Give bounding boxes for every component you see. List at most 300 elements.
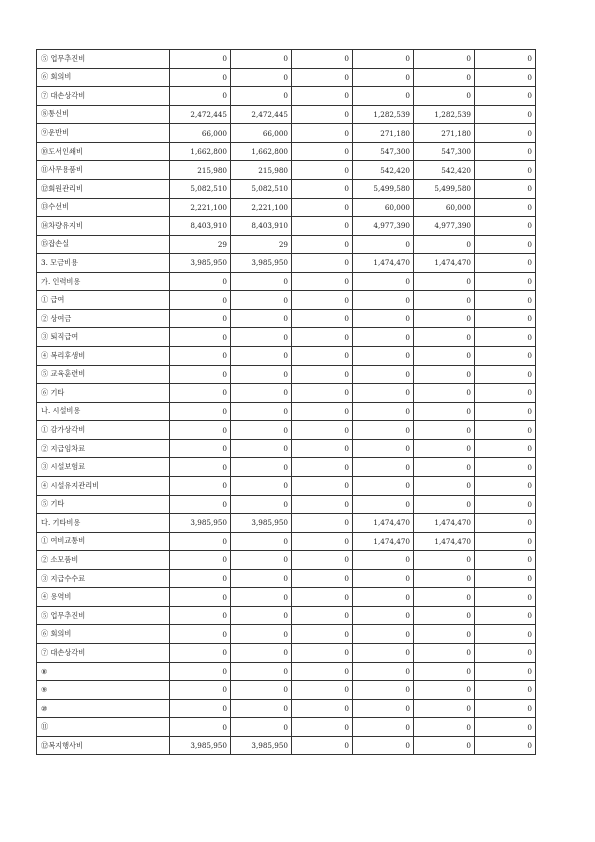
amount-cell: 0 — [292, 421, 353, 440]
amount-cell: 0 — [475, 272, 536, 291]
amount-cell: 0 — [231, 681, 292, 700]
table-row — [37, 365, 536, 384]
row-label: ① 급여 — [37, 291, 170, 310]
amount-cell: 0 — [292, 124, 353, 143]
amount-cell: 0 — [170, 681, 231, 700]
row-label: ⑧ — [37, 662, 170, 681]
amount-cell: 0 — [292, 699, 353, 718]
row-label: ⑦ 대손상각비 — [37, 87, 170, 106]
amount-cell: 1,282,539 — [414, 105, 475, 124]
amount-cell: 0 — [231, 421, 292, 440]
amount-cell: 0 — [292, 328, 353, 347]
amount-cell: 0 — [170, 50, 231, 69]
table-row — [37, 235, 536, 254]
amount-cell: 0 — [475, 644, 536, 663]
amount-cell: 0 — [231, 439, 292, 458]
amount-cell: 0 — [292, 644, 353, 663]
row-label: 가. 인력비용 — [37, 272, 170, 291]
amount-cell: 1,662,800 — [231, 142, 292, 161]
amount-cell: 0 — [292, 309, 353, 328]
amount-cell: 0 — [292, 87, 353, 106]
table-row — [37, 495, 536, 514]
amount-cell: 542,420 — [414, 161, 475, 180]
amount-cell: 271,180 — [353, 124, 414, 143]
row-label: ④ 용역비 — [37, 588, 170, 607]
amount-cell: 0 — [475, 142, 536, 161]
amount-cell: 0 — [353, 644, 414, 663]
amount-cell: 0 — [231, 644, 292, 663]
amount-cell: 0 — [170, 718, 231, 737]
amount-cell: 0 — [475, 328, 536, 347]
amount-cell: 0 — [414, 495, 475, 514]
amount-cell: 0 — [414, 272, 475, 291]
amount-cell: 0 — [353, 384, 414, 403]
amount-cell: 0 — [292, 495, 353, 514]
amount-cell: 0 — [231, 606, 292, 625]
amount-cell: 0 — [475, 179, 536, 198]
amount-cell: 3,985,950 — [231, 736, 292, 755]
amount-cell: 0 — [231, 495, 292, 514]
amount-cell: 0 — [475, 217, 536, 236]
amount-cell: 60,000 — [414, 198, 475, 217]
row-label: ⑪사무용품비 — [37, 161, 170, 180]
amount-cell: 0 — [170, 476, 231, 495]
amount-cell: 2,472,445 — [170, 105, 231, 124]
amount-cell: 0 — [292, 681, 353, 700]
amount-cell: 0 — [292, 68, 353, 87]
row-label: ⑫복지행사비 — [37, 736, 170, 755]
amount-cell: 0 — [475, 347, 536, 366]
amount-cell: 0 — [231, 476, 292, 495]
amount-cell: 0 — [414, 68, 475, 87]
table-row — [37, 124, 536, 143]
amount-cell: 0 — [292, 718, 353, 737]
amount-cell: 0 — [475, 569, 536, 588]
amount-cell: 271,180 — [414, 124, 475, 143]
row-label: ④ 복리후생비 — [37, 347, 170, 366]
amount-cell: 0 — [475, 309, 536, 328]
amount-cell: 0 — [353, 235, 414, 254]
row-label: ⑮잡손실 — [37, 235, 170, 254]
amount-cell: 0 — [475, 198, 536, 217]
amount-cell: 0 — [292, 569, 353, 588]
amount-cell: 0 — [170, 68, 231, 87]
table-row — [37, 662, 536, 681]
amount-cell: 0 — [475, 421, 536, 440]
table-row — [37, 588, 536, 607]
expense-ledger-table — [36, 49, 536, 755]
amount-cell: 0 — [353, 50, 414, 69]
amount-cell: 0 — [292, 161, 353, 180]
amount-cell: 2,221,100 — [231, 198, 292, 217]
amount-cell: 0 — [170, 439, 231, 458]
amount-cell: 0 — [231, 50, 292, 69]
amount-cell: 4,977,390 — [353, 217, 414, 236]
amount-cell: 0 — [475, 718, 536, 737]
table-row — [37, 606, 536, 625]
amount-cell: 0 — [231, 87, 292, 106]
amount-cell: 0 — [414, 699, 475, 718]
table-row — [37, 179, 536, 198]
amount-cell: 5,499,580 — [414, 179, 475, 198]
amount-cell: 0 — [292, 198, 353, 217]
amount-cell: 0 — [170, 588, 231, 607]
amount-cell: 0 — [231, 625, 292, 644]
table-row — [37, 161, 536, 180]
amount-cell: 0 — [170, 699, 231, 718]
table-row — [37, 532, 536, 551]
row-label: ⑩ — [37, 699, 170, 718]
amount-cell: 2,221,100 — [170, 198, 231, 217]
row-label: ⑤ 기타 — [37, 495, 170, 514]
amount-cell: 0 — [170, 347, 231, 366]
amount-cell: 0 — [414, 736, 475, 755]
row-label: ② 지급임차료 — [37, 439, 170, 458]
amount-cell: 0 — [414, 681, 475, 700]
amount-cell: 0 — [292, 347, 353, 366]
amount-cell: 0 — [170, 551, 231, 570]
amount-cell: 0 — [475, 50, 536, 69]
row-label: ② 상여금 — [37, 309, 170, 328]
amount-cell: 0 — [292, 606, 353, 625]
amount-cell: 1,474,470 — [414, 254, 475, 273]
amount-cell: 0 — [292, 50, 353, 69]
amount-cell: 0 — [170, 662, 231, 681]
amount-cell: 0 — [414, 625, 475, 644]
amount-cell: 1,662,800 — [170, 142, 231, 161]
amount-cell: 0 — [170, 402, 231, 421]
amount-cell: 0 — [231, 309, 292, 328]
amount-cell: 0 — [231, 384, 292, 403]
table-row — [37, 439, 536, 458]
row-label: ⑭차량유지비 — [37, 217, 170, 236]
row-label: ③ 지급수수료 — [37, 569, 170, 588]
amount-cell: 3,985,950 — [231, 254, 292, 273]
amount-cell: 66,000 — [170, 124, 231, 143]
amount-cell: 3,985,950 — [170, 514, 231, 533]
amount-cell: 0 — [414, 662, 475, 681]
amount-cell: 0 — [475, 736, 536, 755]
amount-cell: 0 — [353, 439, 414, 458]
amount-cell: 547,300 — [353, 142, 414, 161]
amount-cell: 29 — [170, 235, 231, 254]
amount-cell: 0 — [414, 588, 475, 607]
row-label: 나. 시설비용 — [37, 402, 170, 421]
amount-cell: 60,000 — [353, 198, 414, 217]
table-row — [37, 309, 536, 328]
amount-cell: 0 — [292, 272, 353, 291]
amount-cell: 0 — [292, 736, 353, 755]
table-row — [37, 736, 536, 755]
amount-cell: 0 — [353, 87, 414, 106]
amount-cell: 215,980 — [170, 161, 231, 180]
table-row — [37, 347, 536, 366]
table-row — [37, 551, 536, 570]
amount-cell: 0 — [292, 105, 353, 124]
amount-cell: 0 — [475, 105, 536, 124]
amount-cell: 0 — [353, 291, 414, 310]
amount-cell: 0 — [170, 384, 231, 403]
amount-cell: 0 — [353, 272, 414, 291]
amount-cell: 0 — [475, 681, 536, 700]
amount-cell: 5,082,510 — [170, 179, 231, 198]
amount-cell: 0 — [353, 625, 414, 644]
amount-cell: 0 — [231, 588, 292, 607]
row-label: ⑦ 대손상각비 — [37, 644, 170, 663]
amount-cell: 0 — [414, 87, 475, 106]
amount-cell: 0 — [292, 551, 353, 570]
table-row — [37, 328, 536, 347]
amount-cell: 0 — [231, 365, 292, 384]
table-row — [37, 105, 536, 124]
amount-cell: 0 — [475, 365, 536, 384]
amount-cell: 0 — [170, 87, 231, 106]
row-label: ⑥ 회의비 — [37, 625, 170, 644]
amount-cell: 0 — [353, 309, 414, 328]
amount-cell: 0 — [170, 606, 231, 625]
amount-cell: 0 — [353, 699, 414, 718]
table-row — [37, 625, 536, 644]
amount-cell: 0 — [170, 272, 231, 291]
amount-cell: 0 — [475, 384, 536, 403]
amount-cell: 215,980 — [231, 161, 292, 180]
table-row — [37, 254, 536, 273]
amount-cell: 547,300 — [414, 142, 475, 161]
amount-cell: 0 — [292, 365, 353, 384]
amount-cell: 0 — [292, 514, 353, 533]
table-row — [37, 198, 536, 217]
row-label: ⑨운반비 — [37, 124, 170, 143]
amount-cell: 0 — [353, 569, 414, 588]
amount-cell: 0 — [414, 644, 475, 663]
amount-cell: 0 — [414, 384, 475, 403]
amount-cell: 0 — [170, 625, 231, 644]
amount-cell: 0 — [475, 68, 536, 87]
amount-cell: 0 — [170, 328, 231, 347]
amount-cell: 1,474,470 — [353, 532, 414, 551]
amount-cell: 0 — [292, 217, 353, 236]
table-row — [37, 217, 536, 236]
amount-cell: 0 — [231, 458, 292, 477]
table-row — [37, 718, 536, 737]
amount-cell: 0 — [292, 235, 353, 254]
table-row — [37, 87, 536, 106]
amount-cell: 0 — [170, 495, 231, 514]
row-label: ⑥ 기타 — [37, 384, 170, 403]
amount-cell: 1,474,470 — [353, 514, 414, 533]
amount-cell: 0 — [475, 606, 536, 625]
ledger-body — [37, 50, 536, 755]
amount-cell: 0 — [353, 718, 414, 737]
amount-cell: 1,474,470 — [414, 532, 475, 551]
amount-cell: 0 — [475, 439, 536, 458]
row-label: ⑤ 업무추진비 — [37, 606, 170, 625]
amount-cell: 66,000 — [231, 124, 292, 143]
amount-cell: 0 — [475, 161, 536, 180]
amount-cell: 0 — [414, 718, 475, 737]
amount-cell: 0 — [170, 644, 231, 663]
amount-cell: 542,420 — [353, 161, 414, 180]
amount-cell: 0 — [231, 291, 292, 310]
table-row — [37, 476, 536, 495]
amount-cell: 0 — [353, 662, 414, 681]
table-row — [37, 68, 536, 87]
amount-cell: 0 — [414, 291, 475, 310]
row-label: ④ 시설유지관리비 — [37, 476, 170, 495]
amount-cell: 5,082,510 — [231, 179, 292, 198]
amount-cell: 0 — [231, 569, 292, 588]
amount-cell: 3,985,950 — [170, 736, 231, 755]
amount-cell: 0 — [414, 551, 475, 570]
amount-cell: 0 — [414, 309, 475, 328]
table-row — [37, 699, 536, 718]
row-label: ⑧통신비 — [37, 105, 170, 124]
amount-cell: 0 — [292, 476, 353, 495]
row-label: ① 여비교통비 — [37, 532, 170, 551]
table-row — [37, 384, 536, 403]
amount-cell: 0 — [475, 495, 536, 514]
row-label: ⑩도서인쇄비 — [37, 142, 170, 161]
amount-cell: 1,474,470 — [414, 514, 475, 533]
amount-cell: 0 — [353, 68, 414, 87]
amount-cell: 0 — [231, 532, 292, 551]
amount-cell: 0 — [475, 551, 536, 570]
row-label: 3. 모금비용 — [37, 254, 170, 273]
amount-cell: 0 — [292, 588, 353, 607]
amount-cell: 0 — [475, 291, 536, 310]
amount-cell: 0 — [414, 458, 475, 477]
amount-cell: 0 — [414, 421, 475, 440]
table-row — [37, 291, 536, 310]
row-label: 다. 기타비용 — [37, 514, 170, 533]
amount-cell: 0 — [475, 476, 536, 495]
amount-cell: 0 — [353, 402, 414, 421]
amount-cell: 0 — [292, 142, 353, 161]
amount-cell: 0 — [292, 439, 353, 458]
table-row — [37, 514, 536, 533]
amount-cell: 0 — [231, 551, 292, 570]
amount-cell: 0 — [414, 365, 475, 384]
amount-cell: 5,499,580 — [353, 179, 414, 198]
amount-cell: 29 — [231, 235, 292, 254]
amount-cell: 0 — [475, 402, 536, 421]
amount-cell: 0 — [414, 235, 475, 254]
amount-cell: 0 — [414, 347, 475, 366]
amount-cell: 0 — [475, 254, 536, 273]
amount-cell: 0 — [170, 569, 231, 588]
amount-cell: 0 — [231, 662, 292, 681]
amount-cell: 0 — [475, 514, 536, 533]
amount-cell: 0 — [353, 328, 414, 347]
amount-cell: 0 — [353, 458, 414, 477]
amount-cell: 0 — [475, 588, 536, 607]
amount-cell: 0 — [475, 87, 536, 106]
amount-cell: 0 — [231, 347, 292, 366]
amount-cell: 0 — [292, 254, 353, 273]
amount-cell: 1,282,539 — [353, 105, 414, 124]
amount-cell: 0 — [170, 309, 231, 328]
amount-cell: 0 — [414, 476, 475, 495]
table-row — [37, 569, 536, 588]
amount-cell: 0 — [170, 365, 231, 384]
row-label: ⑤ 교육훈련비 — [37, 365, 170, 384]
amount-cell: 0 — [231, 272, 292, 291]
row-label: ① 감가상각비 — [37, 421, 170, 440]
amount-cell: 0 — [475, 458, 536, 477]
row-label: ⑥ 회의비 — [37, 68, 170, 87]
amount-cell: 0 — [475, 625, 536, 644]
amount-cell: 0 — [414, 402, 475, 421]
row-label: ② 소모품비 — [37, 551, 170, 570]
amount-cell: 0 — [353, 736, 414, 755]
amount-cell: 0 — [353, 606, 414, 625]
row-label: ③ 퇴직급여 — [37, 328, 170, 347]
amount-cell: 0 — [353, 365, 414, 384]
table-row — [37, 272, 536, 291]
table-row — [37, 402, 536, 421]
amount-cell: 0 — [170, 458, 231, 477]
amount-cell: 0 — [292, 291, 353, 310]
amount-cell: 0 — [414, 439, 475, 458]
row-label: ⑨ — [37, 681, 170, 700]
amount-cell: 0 — [292, 179, 353, 198]
amount-cell: 3,985,950 — [170, 254, 231, 273]
amount-cell: 1,474,470 — [353, 254, 414, 273]
row-label: ③ 시설보험료 — [37, 458, 170, 477]
amount-cell: 8,403,910 — [170, 217, 231, 236]
row-label: ⑪ — [37, 718, 170, 737]
amount-cell: 0 — [414, 328, 475, 347]
amount-cell: 0 — [414, 606, 475, 625]
amount-cell: 0 — [231, 402, 292, 421]
row-label: ⑬수선비 — [37, 198, 170, 217]
amount-cell: 0 — [170, 421, 231, 440]
amount-cell: 0 — [475, 235, 536, 254]
amount-cell: 0 — [231, 699, 292, 718]
table-row — [37, 681, 536, 700]
amount-cell: 0 — [292, 384, 353, 403]
row-label: ⑫회원관리비 — [37, 179, 170, 198]
amount-cell: 0 — [353, 347, 414, 366]
table-row — [37, 644, 536, 663]
amount-cell: 0 — [475, 662, 536, 681]
amount-cell: 0 — [475, 699, 536, 718]
table-row — [37, 142, 536, 161]
amount-cell: 0 — [292, 625, 353, 644]
amount-cell: 0 — [292, 402, 353, 421]
row-label: ⑤ 업무추진비 — [37, 50, 170, 69]
amount-cell: 0 — [353, 551, 414, 570]
amount-cell: 0 — [231, 718, 292, 737]
amount-cell: 0 — [353, 495, 414, 514]
table-row — [37, 421, 536, 440]
amount-cell: 2,472,445 — [231, 105, 292, 124]
amount-cell: 8,403,910 — [231, 217, 292, 236]
amount-cell: 0 — [414, 50, 475, 69]
amount-cell: 3,985,950 — [231, 514, 292, 533]
amount-cell: 0 — [170, 291, 231, 310]
amount-cell: 0 — [414, 569, 475, 588]
amount-cell: 0 — [170, 532, 231, 551]
amount-cell: 0 — [353, 681, 414, 700]
amount-cell: 0 — [353, 588, 414, 607]
amount-cell: 0 — [231, 328, 292, 347]
amount-cell: 0 — [353, 476, 414, 495]
amount-cell: 0 — [292, 532, 353, 551]
amount-cell: 4,977,390 — [414, 217, 475, 236]
amount-cell: 0 — [475, 532, 536, 551]
amount-cell: 0 — [475, 124, 536, 143]
